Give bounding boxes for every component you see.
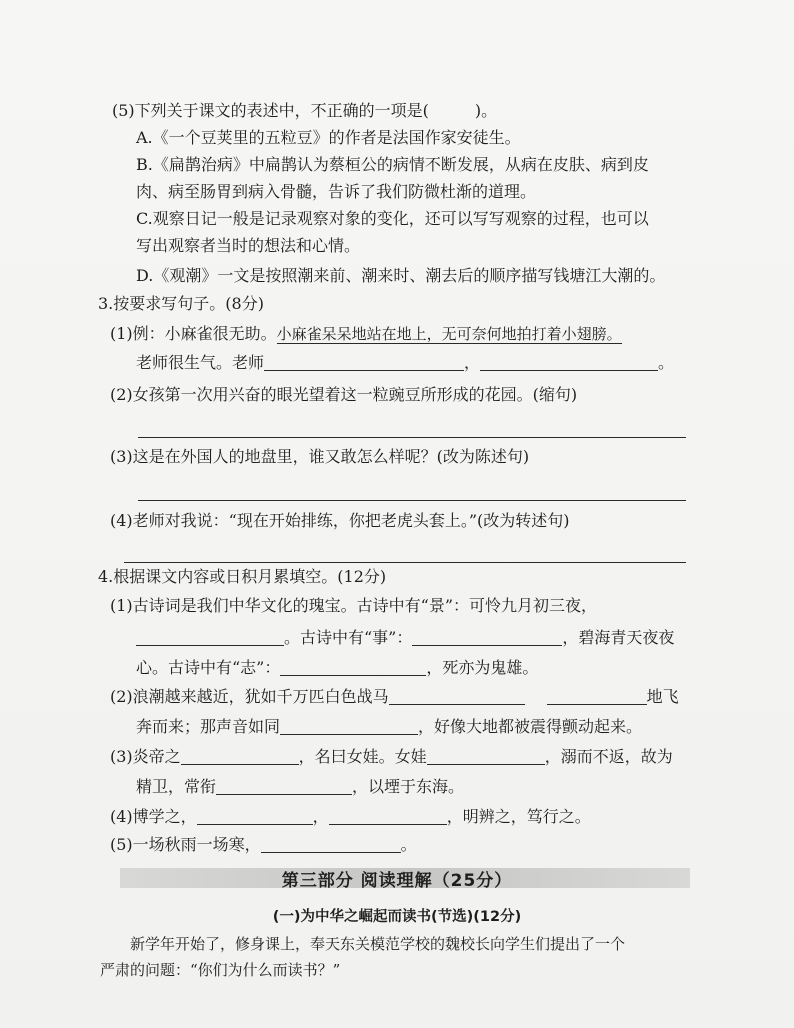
q4-p5: (5)一场秋雨一场寒， 。 — [110, 835, 417, 854]
q3-s4-answer-line[interactable] — [124, 562, 686, 563]
q3-s2-answer-line[interactable] — [138, 437, 686, 438]
q5-option-c-line1: C.观察日记一般是记录观察对象的变化，还可以写写观察的过程，也可以 — [136, 209, 649, 228]
q5-option-b-line1: B.《扁鹊治病》中扁鹊认为蔡桓公的病情不断发展，从病在皮肤、病到皮 — [136, 155, 649, 174]
reading-para-line1: 新学年开始了，修身课上，奉天东关模范学校的魏校长向学生们提出了一个 — [130, 935, 626, 953]
q4-p1-line3: 心。古诗中有“志”： ，死亦为鬼雄。 — [136, 658, 539, 677]
q4-p3-blank-3[interactable] — [216, 778, 352, 795]
q3-s1-task: 老师很生气。老师 ， 。 — [136, 353, 675, 372]
q4-heading: 4.根据课文内容或日积月累填空。(12分) — [98, 567, 387, 586]
q4-p1-line2: 。古诗中有“事”： ，碧海青天夜夜 — [136, 627, 674, 649]
q5-option-d: D.《观潮》一文是按照潮来前、潮来时、潮去后的顺序描写钱塘江大潮的。 — [136, 266, 666, 285]
q3-s4: (4)老师对我说：“现在开始排练，你把老虎头套上。”(改为转述句) — [110, 511, 570, 530]
q4-p2-blank-1[interactable] — [389, 688, 525, 705]
q4-p1-blank-3[interactable] — [280, 659, 426, 676]
q3-s3-answer-line[interactable] — [138, 500, 686, 501]
q4-p3-blank-1[interactable] — [181, 748, 299, 765]
reading-para-line2: 严肃的问题：“你们为什么而读书？” — [100, 961, 341, 979]
q4-p2-line2: 奔而来；那声音如同 ，好像大地都被震得颤动起来。 — [136, 717, 643, 736]
q4-p4-blank-2[interactable] — [329, 808, 447, 825]
q3-s1-blank-2[interactable] — [480, 354, 658, 371]
q4-p5-blank[interactable] — [261, 836, 401, 853]
q4-p3-blank-2[interactable] — [427, 748, 545, 765]
reading-subtitle: (一)为中华之崛起而读书(节选)(12分) — [272, 909, 522, 925]
q3-s1-blank-1[interactable] — [264, 354, 464, 371]
q4-p1-line1: (1)古诗词是我们中华文化的瑰宝。古诗中有“景”：可怜九月初三夜， — [110, 596, 598, 615]
q4-p4-blank-1[interactable] — [197, 808, 313, 825]
q3-s1-example: (1)例：小麻雀很无助。小麻雀呆呆地站在地上，无可奈何地拍打着小翅膀。 — [110, 324, 622, 343]
q4-p2-blank-2[interactable] — [547, 688, 647, 705]
q3-s1-handwritten-answer: 小麻雀呆呆地站在地上，无可奈何地拍打着小翅膀。 — [276, 325, 622, 343]
q3-heading: 3.按要求写句子。(8分) — [98, 294, 264, 313]
q5-option-a: A.《一个豆荚里的五粒豆》的作者是法国作家安徒生。 — [136, 128, 521, 147]
q4-p4: (4)博学之， ， ，明辨之，笃行之。 — [110, 807, 591, 826]
q5-stem: (5)下列关于课文的表述中，不正确的一项是( )。 — [112, 101, 498, 120]
q5-option-c-line2: 写出观察者当时的想法和心情。 — [136, 236, 361, 255]
q4-p1-blank-1[interactable] — [136, 629, 284, 646]
q5-option-b-line2: 肉、病至肠胃到病入骨髓，告诉了我们防微杜渐的道理。 — [136, 182, 537, 201]
q4-p3-line2: 精卫，常衔 ，以堙于东海。 — [136, 777, 465, 796]
part3-title: 第三部分 阅读理解（25分） — [281, 871, 513, 891]
q3-s3: (3)这是在外国人的地盘里，谁又敢怎么样呢？(改为陈述句) — [110, 447, 530, 466]
q4-p1-blank-2[interactable] — [412, 629, 562, 646]
q4-p2-line1: (2)浪潮越来越近，犹如千万匹白色战马 地飞 — [110, 687, 679, 706]
q4-p2-blank-3[interactable] — [280, 718, 418, 735]
q4-p3-line1: (3)炎帝之 ，名曰女娃。女娃 ，溺而不返，故为 — [110, 747, 673, 766]
q3-s2: (2)女孩第一次用兴奋的眼光望着这一粒豌豆所形成的花园。(缩句) — [110, 385, 578, 404]
